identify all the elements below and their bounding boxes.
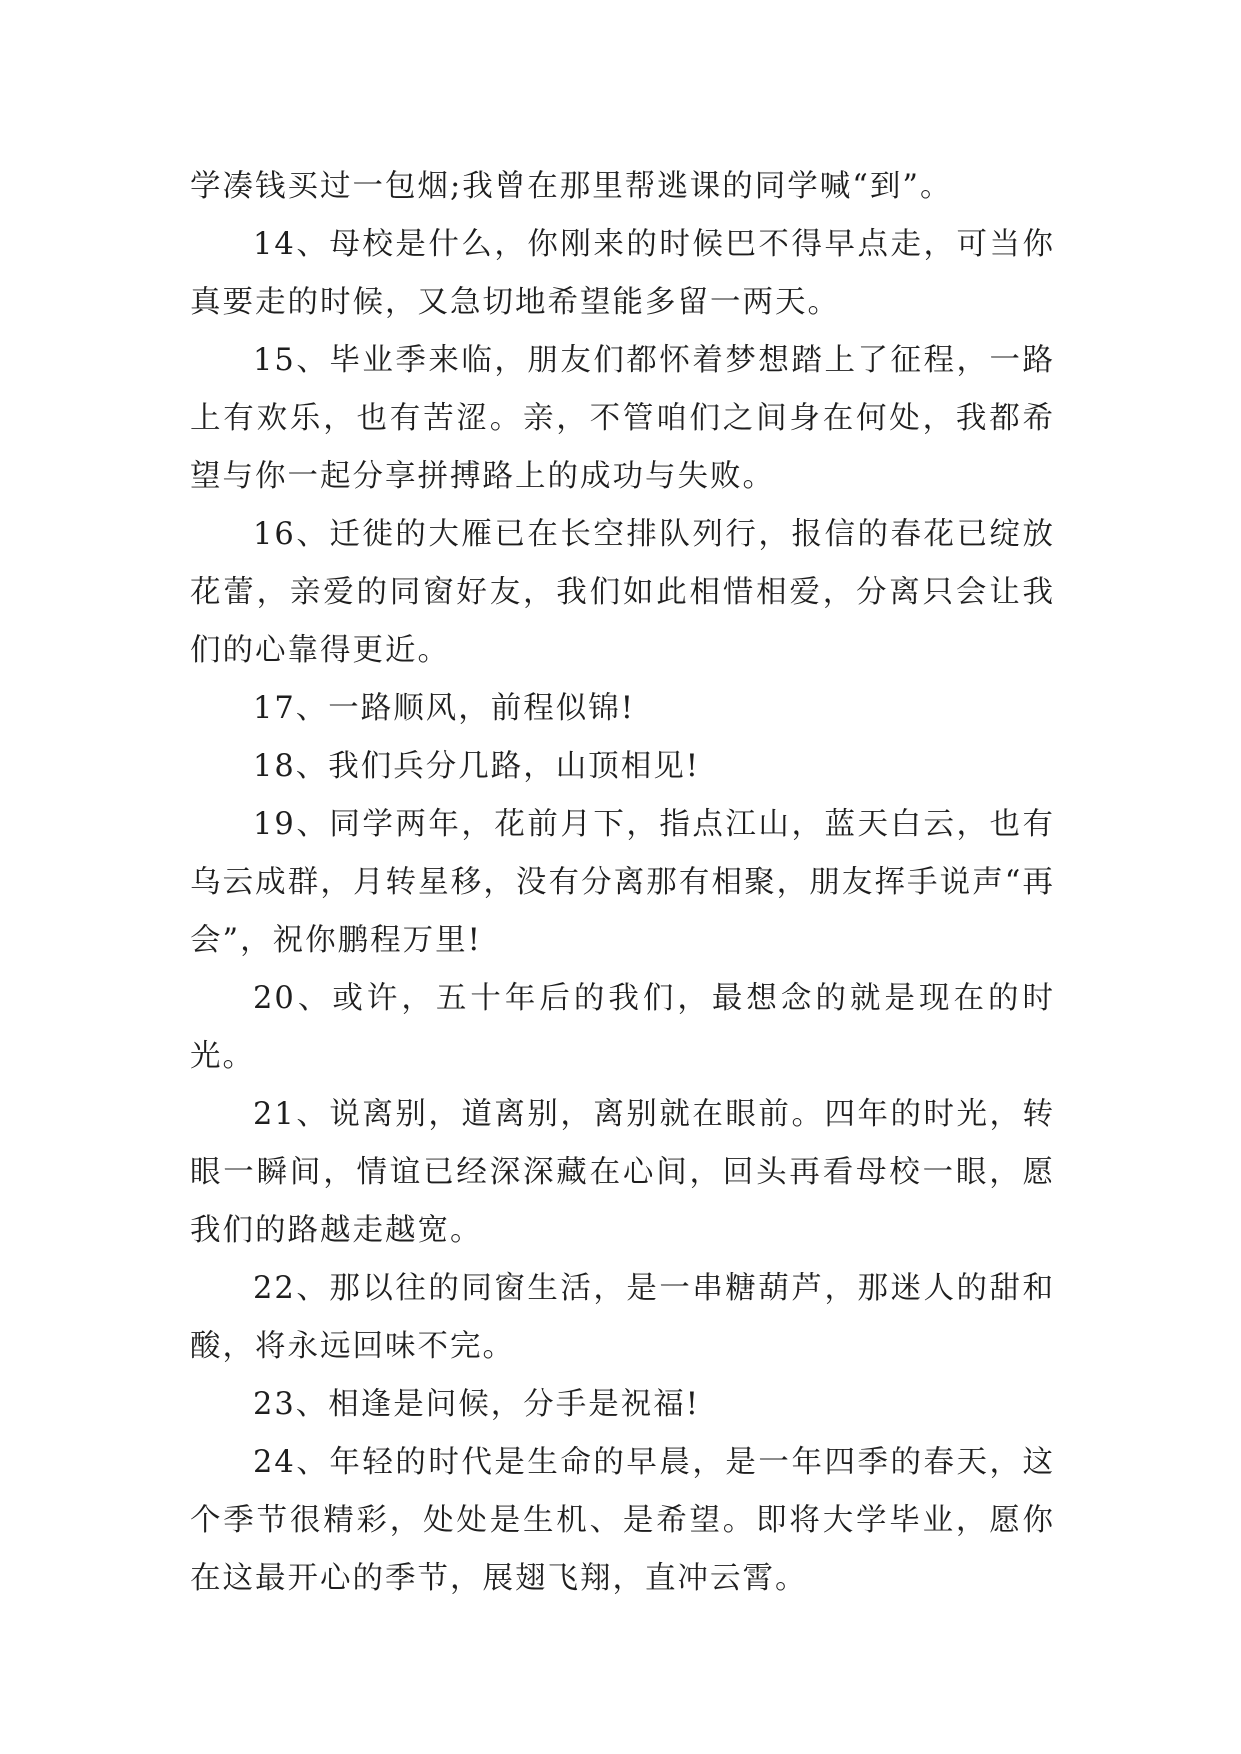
paragraph-16: 16、迁徙的大雁已在长空排队列行，报信的春花已绽放花蕾，亲爱的同窗好友，我们如此相惜相爱，分离只会让我们的心靠得更近。 — [190, 517, 1055, 668]
paragraph-18: 18、我们兵分几路，山顶相见! — [253, 749, 701, 784]
paragraph-21: 21、说离别，道离别，离别就在眼前。四年的时光，转眼一瞬间，情谊已经深深藏在心间，回头再看母校一眼，愿我们的路越走越宽。 — [190, 1097, 1055, 1248]
paragraph-continuation: 学凑钱买过一包烟;我曾在那里帮逃课的同学喊“到”。 — [190, 169, 953, 204]
paragraph-17: 17、一路顺风，前程似锦! — [253, 691, 636, 726]
paragraph-22: 22、那以往的同窗生活，是一串糖葫芦，那迷人的甜和酸，将永远回味不完。 — [190, 1271, 1055, 1364]
paragraph-15: 15、毕业季来临，朋友们都怀着梦想踏上了征程，一路上有欢乐，也有苦涩。亲，不管咱们之间身在何处，我都希望与你一起分享拼搏路上的成功与失败。 — [190, 343, 1055, 494]
paragraph-23: 23、相逢是问候，分手是祝福! — [253, 1387, 701, 1422]
paragraph-20: 20、或许，五十年后的我们，最想念的就是现在的时光。 — [190, 981, 1055, 1074]
document-body — [190, 158, 1055, 1608]
paragraph-24: 24、年轻的时代是生命的早晨，是一年四季的春天，这个季节很精彩，处处是生机、是希望。即将大学毕业，愿你在这最开心的季节，展翅飞翔，直冲云霄。 — [190, 1445, 1055, 1596]
paragraph-19: 19、同学两年，花前月下，指点江山，蓝天白云，也有乌云成群，月转星移，没有分离那有相聚，朋友挥手说声“再会”，祝你鹏程万里! — [190, 807, 1055, 958]
paragraph-14: 14、母校是什么，你刚来的时候巴不得早点走，可当你真要走的时候，又急切地希望能多留一两天。 — [190, 227, 1055, 320]
